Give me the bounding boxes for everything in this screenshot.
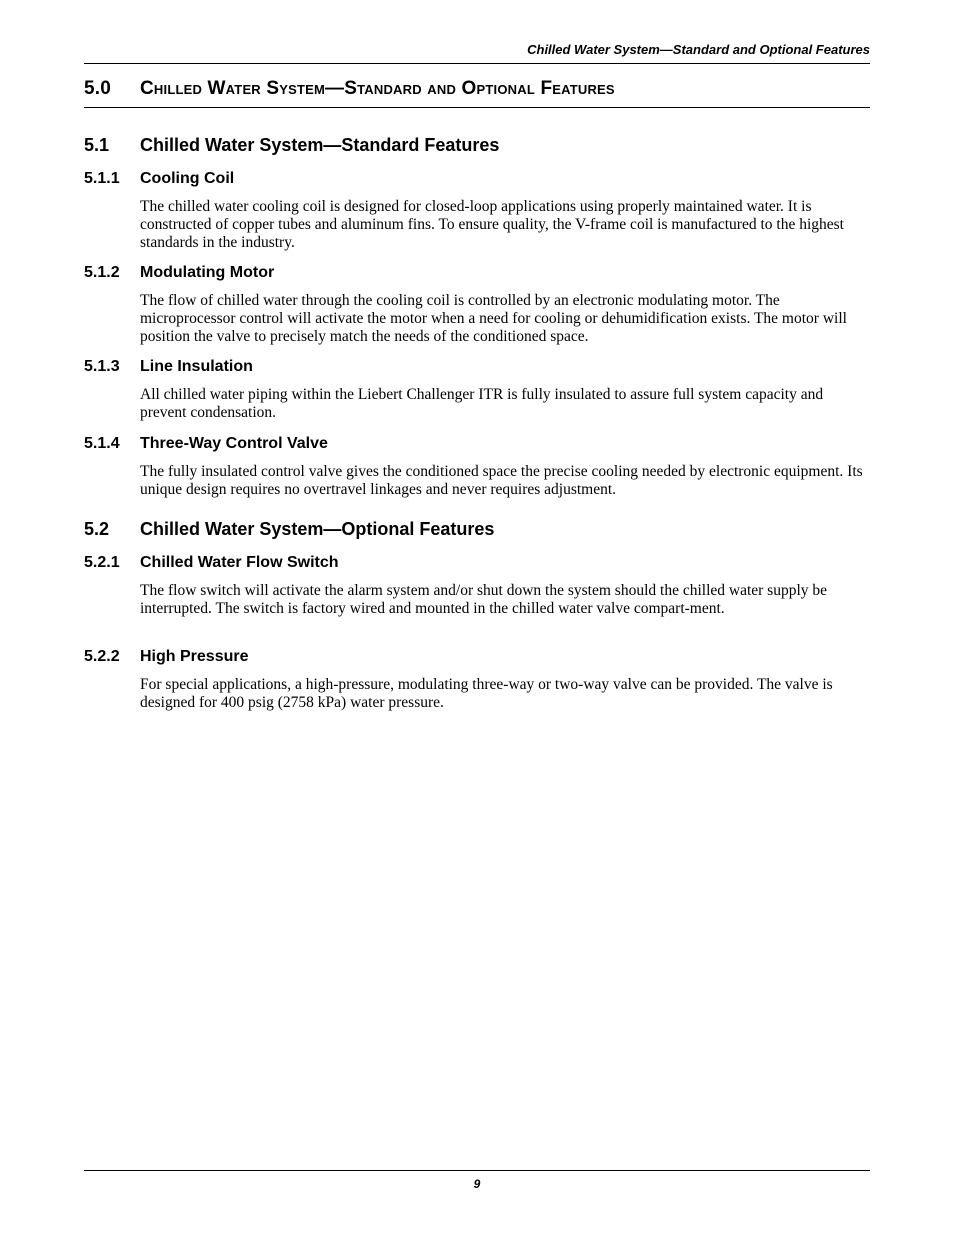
section-number: 5.2: [84, 519, 110, 539]
subsection-title: High Pressure: [140, 648, 249, 665]
section-heading-5-2: [84, 519, 494, 540]
subsection-title: Modulating Motor: [140, 264, 275, 281]
header-rule: [84, 63, 870, 64]
subsection-heading-5-2-1: [84, 554, 339, 572]
subsection-heading-5-1-2: [84, 264, 274, 282]
page-number: 9: [473, 1177, 481, 1191]
subsection-number: 5.1.2: [84, 264, 120, 281]
subsection-heading-5-1-1: [84, 170, 234, 188]
chapter-title: [84, 78, 870, 100]
subsection-title: Three-Way Control Valve: [140, 435, 328, 452]
subsection-number: 5.1.1: [84, 170, 120, 187]
paragraph-chilled-water-flow-switch: The flow switch will activate the alarm system and/or shut down the system should the chilled water supply be interrupted. The switch is factory wired and mounted in the chilled water valve compart-ment.: [140, 582, 828, 617]
running-header: Chilled Water System—Standard and Optional Features: [527, 42, 870, 57]
paragraph-high-pressure: For special applications, a high-pressure, modulating three-way or two-way valve can be provided. The valve is designed for 400 psig (2758 kPa) water pressure.: [140, 676, 833, 711]
paragraph-modulating-motor: The flow of chilled water through the cooling coil is controlled by an electronic modulating motor. The microprocessor control will activate the motor when a need for cooling or dehumidification exists. The motor will position the valve to precisely match the needs of the conditioned space.: [140, 292, 847, 345]
section-title: Chilled Water System—Optional Features: [140, 519, 495, 539]
subsection-number: 5.1.3: [84, 358, 120, 375]
chapter-number: 5.0: [84, 78, 112, 99]
subsection-number: 5.2.2: [84, 648, 120, 665]
section-title: Chilled Water System—Standard Features: [140, 135, 500, 155]
chapter-title-text: Chilled Water System—Standard and Optional Features: [140, 78, 615, 99]
footer-rule: [84, 1170, 870, 1171]
subsection-heading-5-1-4: [84, 435, 328, 453]
section-heading-5-1: [84, 135, 499, 156]
subsection-title: Chilled Water Flow Switch: [140, 554, 339, 571]
subsection-number: 5.1.4: [84, 435, 120, 452]
subsection-title: Line Insulation: [140, 358, 253, 375]
section-number: 5.1: [84, 135, 110, 155]
chapter-rule: [84, 107, 870, 108]
subsection-title: Cooling Coil: [140, 170, 235, 187]
paragraph-line-insulation: All chilled water piping within the Liebert Challenger ITR is fully insulated to assure full system capacity and prevent condensation.: [140, 386, 824, 421]
paragraph-three-way-control-valve: The fully insulated control valve gives the conditioned space the precise cooling needed by electronic equipment. Its unique design requires no overtravel linkages and never requires adjustment.: [140, 463, 863, 498]
paragraph-cooling-coil: The chilled water cooling coil is designed for closed-loop applications using properly maintained water. It is constructed of copper tubes and aluminum fins. To ensure quality, the V-frame coil is manufactured to the highest standards in the industry.: [140, 198, 844, 251]
subsection-number: 5.2.1: [84, 554, 120, 571]
subsection-heading-5-2-2: [84, 648, 248, 666]
subsection-heading-5-1-3: [84, 358, 253, 376]
